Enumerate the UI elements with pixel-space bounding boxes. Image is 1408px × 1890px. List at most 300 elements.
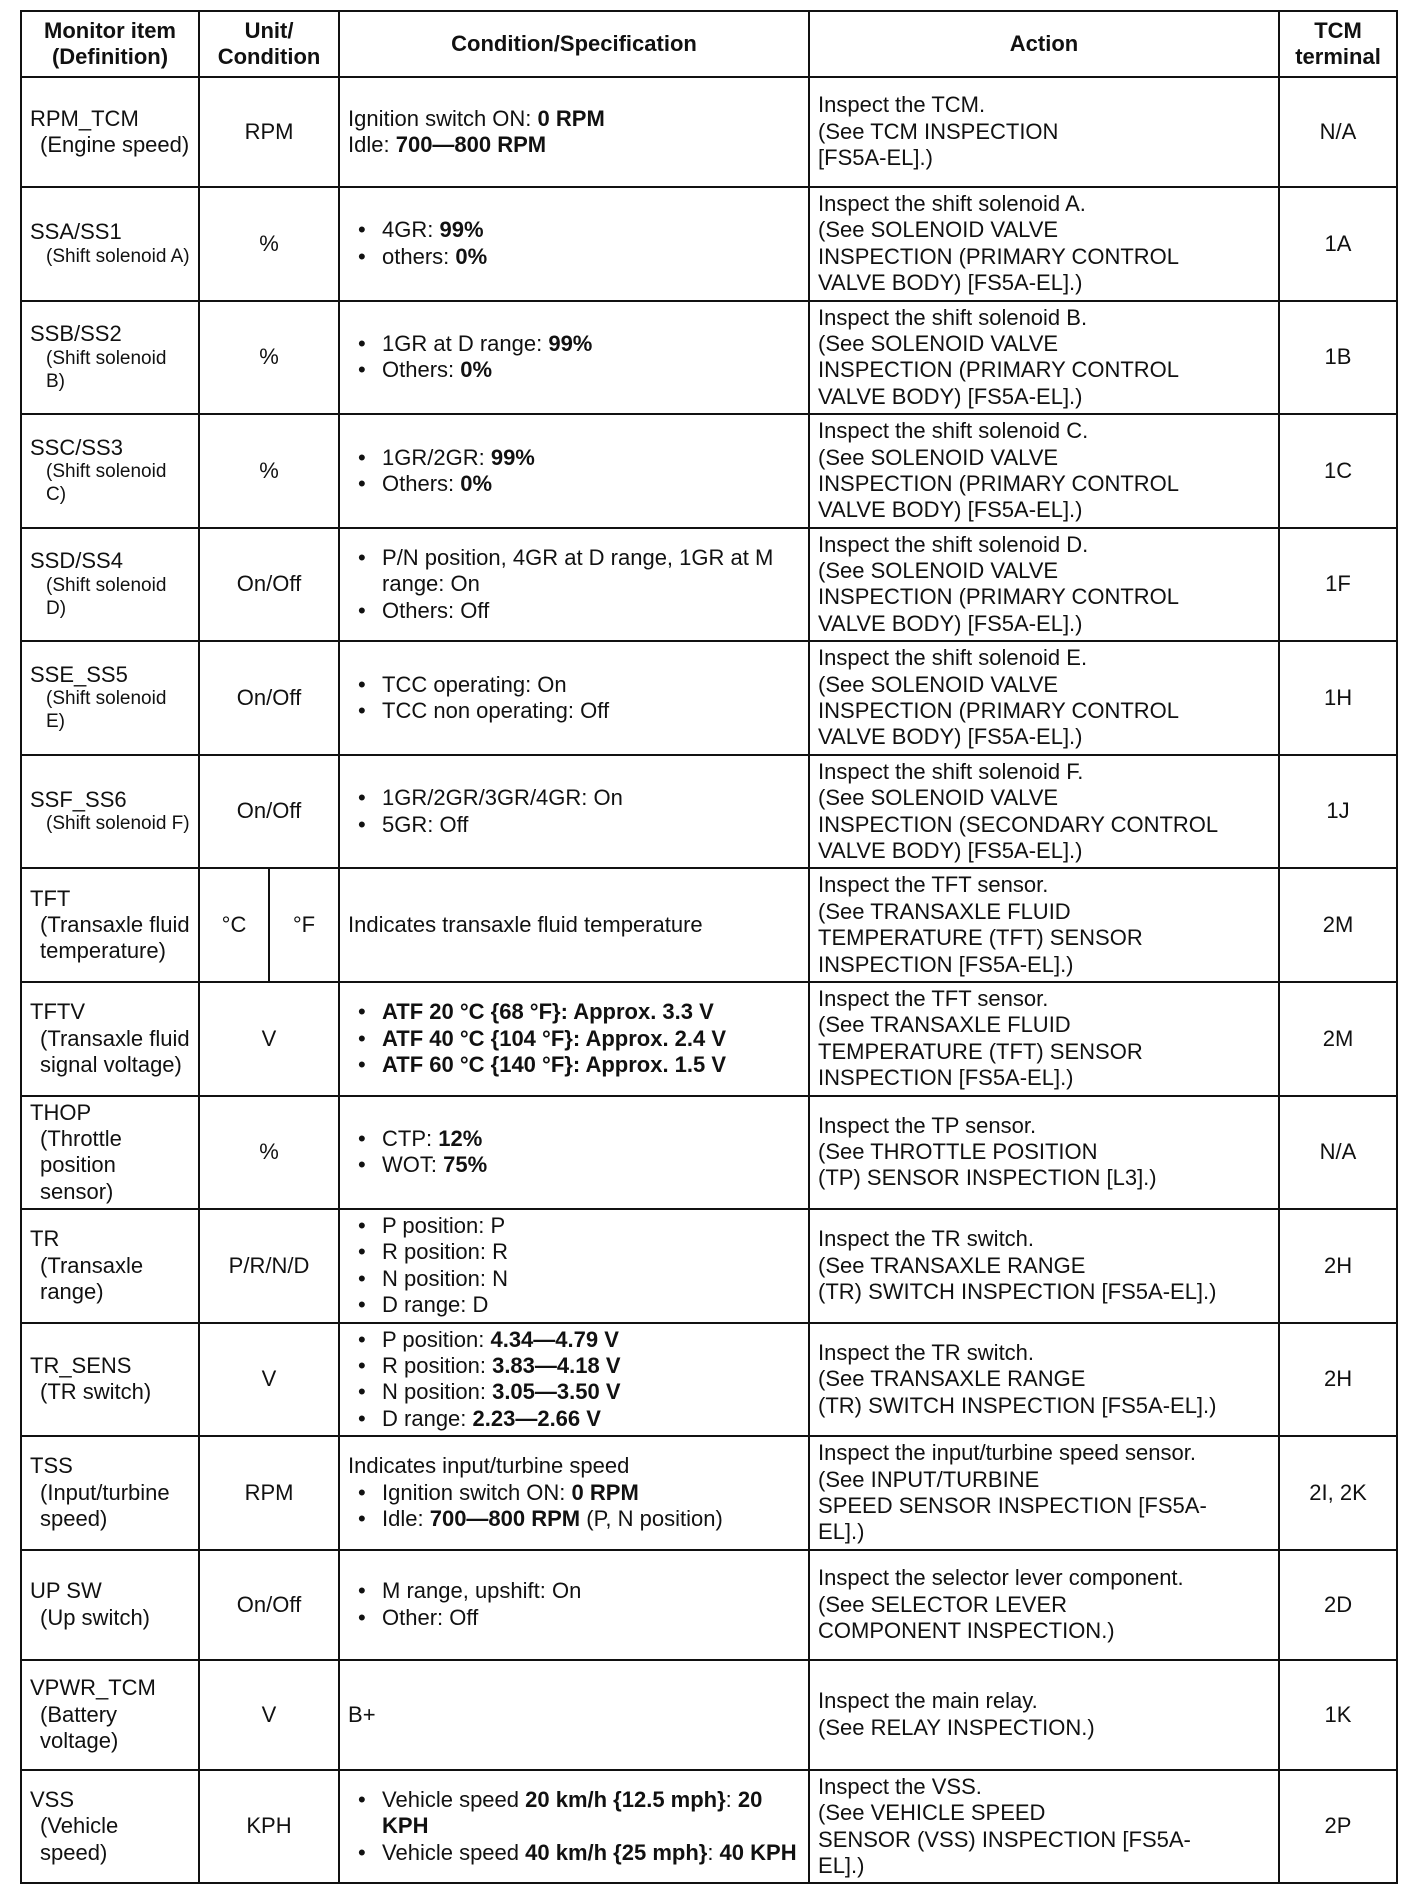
spec-text: N position: [382,1379,493,1405]
spec-text: 1GR/2GR/3GR/4GR: On [382,785,623,811]
spec-text: Indicates input/turbine speed [348,1453,630,1479]
action-line: (See SOLENOID VALVE [818,217,1059,243]
action-line: INSPECTION (PRIMARY CONTROL [818,357,1180,383]
spec-value: 75% [443,1152,488,1178]
spec-bullet-item [348,1787,800,1840]
spec-bullet-list [348,445,800,498]
spec-text: P position: P [382,1213,506,1239]
action-line: (See RELAY INSPECTION.) [818,1714,1095,1740]
action-line: (See SELECTOR LEVER [818,1591,1068,1617]
spec-bullet-item [348,1353,800,1379]
action-cell [809,1209,1279,1323]
unit-condition-cell: On/Off [199,1550,339,1660]
monitor-item-definition: (Shift solenoid A) [46,245,190,267]
spec-text: Others: Off [382,597,490,623]
spec-text: TCC non operating: Off [382,698,610,724]
action-line: INSPECTION (SECONDARY CONTROL [818,811,1219,837]
specification-cell [339,1660,809,1770]
spec-value: 20 KPH [382,1786,763,1839]
spec-text: Vehicle speed [382,1839,526,1865]
table-row [21,755,1397,869]
tcm-terminal-cell: 1A [1279,187,1397,301]
monitor-item-cell [21,1323,199,1437]
monitor-item-definition: (Battery voltage) [40,1701,119,1753]
action-cell [809,1436,1279,1550]
spec-line [348,1453,800,1479]
monitor-item-cell [21,1660,199,1770]
spec-text: M range, upshift: On [382,1578,582,1604]
action-line: INSPECTION [FS5A-EL].) [818,951,1074,977]
spec-value: 99% [439,217,484,243]
spec-line [348,1702,800,1728]
action-cell [809,187,1279,301]
spec-value: 0% [460,470,493,496]
spec-value: 2.23—2.66 V [472,1405,601,1431]
table-row [21,77,1397,187]
table-row [21,1209,1397,1323]
spec-bullet-list [348,1126,800,1179]
spec-value: 0% [455,243,488,269]
spec-bullet-list [348,1578,800,1631]
spec-text: : [725,1786,738,1812]
specification-cell [339,528,809,642]
action-cell [809,1323,1279,1437]
table-row [21,1436,1397,1550]
unit-condition-cell: V [199,1323,339,1437]
monitor-item-definition: (Shift solenoid C) [46,461,167,506]
action-line: Inspect the shift solenoid C. [818,418,1089,444]
action-line: Inspect the input/turbine speed sensor. [818,1440,1196,1466]
spec-text: 1GR at D range: [382,330,549,356]
tcm-terminal-cell: 1F [1279,528,1397,642]
spec-text: Idle: [382,1506,430,1532]
spec-value: 0 RPM [537,105,605,131]
action-cell [809,1770,1279,1884]
spec-text: R position: [382,1353,493,1379]
unit-condition-cell: % [199,414,339,528]
action-line: VALVE BODY) [FS5A-EL].) [818,497,1083,523]
spec-bullet-item [348,672,800,698]
spec-text: Other: Off [382,1604,479,1630]
spec-line [348,912,800,938]
action-cell [809,1550,1279,1660]
monitor-item-definition: (Shift solenoid F) [46,813,190,835]
action-cell [809,77,1279,187]
spec-bullet-item [348,1379,800,1405]
tcm-terminal-cell: 1B [1279,301,1397,415]
header-tcm-terminal: TCM terminal [1279,11,1397,77]
spec-value: 99% [548,330,593,356]
unit-fahrenheit-cell: °F [269,868,339,982]
monitor-item-cell [21,1550,199,1660]
action-cell [809,301,1279,415]
spec-bullet-list [348,785,800,838]
spec-bullet-item [348,1292,800,1318]
spec-value: 99% [490,444,535,470]
table-row [21,528,1397,642]
specification-cell [339,187,809,301]
spec-value: 0 RPM [571,1479,639,1505]
action-line: [FS5A-EL].) [818,145,933,171]
spec-bullet-item [348,999,800,1025]
monitor-item-cell [21,77,199,187]
unit-condition-cell: RPM [199,77,339,187]
spec-value: ATF 60 °C {140 °F}: Approx. 1.5 V [382,1051,727,1077]
action-line: (See TRANSAXLE FLUID [818,1012,1071,1038]
monitor-item-definition: (Shift solenoid E) [46,688,167,733]
specification-cell [339,1436,809,1550]
action-line: Inspect the VSS. [818,1773,982,1799]
spec-text: P position: [382,1326,491,1352]
action-line: (See TRANSAXLE RANGE [818,1366,1086,1392]
tcm-terminal-cell: 1J [1279,755,1397,869]
action-line: Inspect the TR switch. [818,1226,1035,1252]
spec-bullet-item [348,1266,800,1292]
spec-text: 4GR: [382,217,440,243]
action-line: INSPECTION (PRIMARY CONTROL [818,243,1180,269]
action-line: (See TRANSAXLE FLUID [818,898,1071,924]
monitor-item-cell [21,528,199,642]
monitor-item-name: UP SW [30,1578,102,1604]
action-line: INSPECTION (PRIMARY CONTROL [818,584,1180,610]
specification-cell [339,1096,809,1210]
specification-cell [339,77,809,187]
tcm-terminal-cell: 2D [1279,1550,1397,1660]
table-row [21,641,1397,755]
action-line: (See VEHICLE SPEED [818,1800,1046,1826]
monitor-item-definition: (Throttle position sensor) [40,1125,122,1204]
monitor-item-definition: (Engine speed) [40,132,190,157]
tcm-terminal-cell: 1H [1279,641,1397,755]
table-row [21,1770,1397,1884]
monitor-item-name: TR [30,1226,60,1252]
action-cell [809,755,1279,869]
action-line: VALVE BODY) [FS5A-EL].) [818,837,1083,863]
spec-text: (P, N position) [580,1506,723,1532]
action-line: Inspect the shift solenoid D. [818,531,1089,557]
header-unit-condition: Unit/ Condition [199,11,339,77]
spec-bullet-item [348,244,800,270]
monitor-item-name: TFTV [30,999,85,1025]
monitor-item-name: SSA/SS1 [30,219,122,245]
unit-condition-cell: On/Off [199,528,339,642]
spec-bullet-item [348,785,800,811]
spec-bullet-item [348,471,800,497]
unit-condition-cell: P/R/N/D [199,1209,339,1323]
spec-text: others: [382,243,456,269]
unit-condition-cell: V [199,1660,339,1770]
action-line: (TR) SWITCH INSPECTION [FS5A-EL].) [818,1279,1217,1305]
specification-cell [339,1770,809,1884]
action-line: INSPECTION (PRIMARY CONTROL [818,470,1180,496]
monitor-item-cell [21,1209,199,1323]
spec-bullet-item [348,1480,800,1506]
action-cell [809,414,1279,528]
action-line: Inspect the selector lever component. [818,1565,1184,1591]
unit-condition-cell: V [199,982,339,1096]
action-line: Inspect the TR switch. [818,1339,1035,1365]
tcm-terminal-cell: N/A [1279,77,1397,187]
spec-bullet-item [348,1506,800,1532]
spec-text: R position: R [382,1239,508,1265]
spec-bullet-list [348,331,800,384]
header-monitor-item: Monitor item (Definition) [21,11,199,77]
spec-bullet-item [348,1052,800,1078]
specification-cell [339,1323,809,1437]
monitor-item-name: TR_SENS [30,1353,132,1379]
monitor-item-cell [21,301,199,415]
table-row [21,1660,1397,1770]
monitor-item-table [20,10,1398,1884]
action-line: (See SOLENOID VALVE [818,330,1059,356]
action-line: EL].) [818,1519,865,1545]
spec-text: D range: [382,1405,473,1431]
spec-bullet-list [348,672,800,725]
action-line: (See SOLENOID VALVE [818,558,1059,584]
spec-bullet-item [348,445,800,471]
action-line: (TP) SENSOR INSPECTION [L3].) [818,1165,1157,1191]
action-line: (See SOLENOID VALVE [818,671,1059,697]
spec-value: 3.05—3.50 V [492,1379,621,1405]
spec-text: : [707,1839,720,1865]
action-cell [809,868,1279,982]
spec-text: TCC operating: On [382,671,567,697]
table-row [21,1323,1397,1437]
tcm-terminal-cell: 1C [1279,414,1397,528]
spec-bullet-item [348,1239,800,1265]
table-header [21,11,1397,77]
monitor-item-cell [21,1770,199,1884]
spec-bullet-item [348,698,800,724]
specification-cell [339,1550,809,1660]
action-cell [809,641,1279,755]
action-line: Inspect the shift solenoid B. [818,304,1088,330]
action-line: COMPONENT INSPECTION.) [818,1617,1115,1643]
action-cell [809,528,1279,642]
specification-cell [339,301,809,415]
spec-bullet-list [348,545,800,624]
action-line: Inspect the TP sensor. [818,1112,1037,1138]
spec-bullet-item [348,598,800,624]
monitor-item-name: SSB/SS2 [30,321,122,347]
monitor-item-name: SSF_SS6 [30,787,127,812]
specification-cell [339,868,809,982]
action-line: Inspect the TFT sensor. [818,985,1049,1011]
spec-bullet-item [348,1605,800,1631]
monitor-item-cell [21,755,199,869]
spec-text: P/N position, 4GR at D range, 1GR at M range: On [382,544,774,597]
spec-value: 0% [460,357,493,383]
spec-value: ATF 40 °C {104 °F}: Approx. 2.4 V [382,1025,727,1051]
monitor-item-name: VSS [30,1786,75,1812]
header-condition-specification: Condition/Specification [339,11,809,77]
monitor-item-definition: (Transaxle fluid signal voltage) [40,1025,190,1077]
monitor-item-definition: (TR switch) [40,1379,152,1405]
specification-cell [339,1209,809,1323]
spec-value: 40 km/h {25 mph} [525,1839,708,1865]
action-line: (See SOLENOID VALVE [818,785,1059,811]
spec-bullet-item [348,331,800,357]
monitor-item-name: VPWR_TCM [30,1675,156,1701]
spec-value: 700—800 RPM [395,132,547,157]
monitor-item-definition: (Up switch) [40,1604,151,1630]
table-row [21,982,1397,1096]
monitor-item-name: TFT [30,885,71,911]
monitor-item-definition: (Vehicle speed) [40,1813,119,1865]
monitor-item-cell [21,187,199,301]
action-line: INSPECTION (PRIMARY CONTROL [818,698,1180,724]
spec-bullet-list [348,1213,800,1319]
spec-line [348,106,800,132]
spec-bullet-item [348,1126,800,1152]
monitor-item-cell [21,414,199,528]
table-row [21,868,1397,982]
tcm-terminal-cell: 2H [1279,1209,1397,1323]
monitor-item-cell [21,982,199,1096]
tcm-terminal-cell: 2I, 2K [1279,1436,1397,1550]
action-line: (See TCM INSPECTION [818,118,1059,144]
action-line: (See INPUT/TURBINE [818,1466,1040,1492]
monitor-item-definition: (Shift solenoid D) [46,574,167,619]
spec-value: 12% [438,1125,483,1151]
unit-condition-cell: On/Off [199,755,339,869]
table-row [21,1550,1397,1660]
spec-text: Others: [382,470,461,496]
action-line: Inspect the shift solenoid F. [818,758,1084,784]
action-line: INSPECTION [FS5A-EL].) [818,1065,1074,1091]
monitor-item-cell [21,1096,199,1210]
spec-line [348,132,800,158]
monitor-item-name: SSC/SS3 [30,434,123,460]
tcm-terminal-cell: 2M [1279,982,1397,1096]
spec-text: Idle: [348,132,396,157]
tcm-terminal-cell: 2P [1279,1770,1397,1884]
action-line: (See TRANSAXLE RANGE [818,1252,1086,1278]
monitor-item-name: SSE_SS5 [30,662,128,688]
action-line: Inspect the shift solenoid A. [818,191,1086,216]
unit-condition-cell: % [199,187,339,301]
spec-text: Ignition switch ON: [348,105,538,131]
table-body [21,77,1397,1883]
table-row [21,301,1397,415]
spec-value: ATF 20 °C {68 °F}: Approx. 3.3 V [382,999,714,1025]
spec-bullet-item [348,812,800,838]
action-cell [809,1096,1279,1210]
action-cell [809,1660,1279,1770]
header-action: Action [809,11,1279,77]
spec-text: Vehicle speed [382,1786,526,1812]
spec-text: Indicates transaxle fluid temperature [348,911,703,937]
spec-text: Ignition switch ON: [382,1479,572,1505]
unit-celsius-cell: °C [199,868,269,982]
action-line: Inspect the TFT sensor. [818,872,1049,898]
action-line: SENSOR (VSS) INSPECTION [FS5A- [818,1826,1191,1852]
spec-bullet-item [348,1213,800,1239]
action-line: (See THROTTLE POSITION [818,1139,1098,1165]
tcm-terminal-cell: N/A [1279,1096,1397,1210]
spec-text: Others: [382,357,461,383]
spec-bullet-item [348,1152,800,1178]
tcm-terminal-cell: 2H [1279,1323,1397,1437]
unit-condition-cell: KPH [199,1770,339,1884]
spec-bullet-item [348,1578,800,1604]
monitor-item-name: THOP [30,1099,92,1125]
spec-bullet-list [348,217,800,270]
unit-condition-cell: RPM [199,1436,339,1550]
action-line: EL].) [818,1852,865,1878]
spec-value: 700—800 RPM [429,1506,581,1532]
table-row [21,187,1397,301]
action-line: VALVE BODY) [FS5A-EL].) [818,610,1083,636]
unit-condition-cell: % [199,1096,339,1210]
tcm-terminal-cell: 1K [1279,1660,1397,1770]
table-row [21,1096,1397,1210]
action-line: VALVE BODY) [FS5A-EL].) [818,724,1083,750]
spec-bullet-item [348,1840,800,1866]
spec-text: B+ [348,1701,376,1727]
action-line: Inspect the main relay. [818,1688,1038,1714]
specification-cell [339,641,809,755]
spec-bullet-list [348,999,800,1078]
spec-value: 4.34—4.79 V [490,1326,619,1352]
action-cell [809,982,1279,1096]
action-line: VALVE BODY) [FS5A-EL].) [818,270,1083,296]
spec-bullet-list [348,1480,800,1533]
action-line: VALVE BODY) [FS5A-EL].) [818,383,1083,409]
spec-value: 40 KPH [719,1839,797,1865]
spec-text: CTP: [382,1125,439,1151]
spec-value: 20 km/h {12.5 mph} [525,1786,726,1812]
spec-text: 5GR: Off [382,811,469,837]
monitor-item-definition: (Transaxle range) [40,1252,144,1305]
action-line: TEMPERATURE (TFT) SENSOR [818,1038,1143,1064]
action-line: (TR) SWITCH INSPECTION [FS5A-EL].) [818,1392,1217,1418]
action-line: Inspect the shift solenoid E. [818,645,1088,671]
spec-text: N position: N [382,1265,508,1291]
specification-cell [339,755,809,869]
spec-text: 1GR/2GR: [382,444,491,470]
monitor-item-cell [21,641,199,755]
specification-cell [339,414,809,528]
spec-bullet-item [348,1406,800,1432]
spec-bullet-list [348,1327,800,1433]
spec-bullet-item [348,357,800,383]
monitor-item-definition: (Shift solenoid B) [46,347,167,392]
spec-value: 3.83—4.18 V [492,1353,621,1379]
unit-condition-cell: On/Off [199,641,339,755]
spec-bullet-item [348,545,800,598]
action-line: (See SOLENOID VALVE [818,444,1059,470]
monitor-item-name: RPM_TCM [30,105,139,131]
action-line: TEMPERATURE (TFT) SENSOR [818,925,1143,951]
monitor-item-cell [21,868,199,982]
action-line: Inspect the TCM. [818,92,986,118]
spec-bullet-item [348,1327,800,1353]
action-line: SPEED SENSOR INSPECTION [FS5A- [818,1492,1207,1518]
tcm-terminal-cell: 2M [1279,868,1397,982]
monitor-item-definition: (Transaxle fluid temperature) [40,911,190,964]
spec-text: D range: D [382,1292,489,1318]
specification-cell [339,982,809,1096]
table-row [21,414,1397,528]
monitor-item-cell [21,1436,199,1550]
spec-bullet-list [348,1787,800,1866]
spec-bullet-item [348,1026,800,1052]
unit-condition-cell: % [199,301,339,415]
monitor-item-name: TSS [30,1453,73,1479]
monitor-item-name: SSD/SS4 [30,548,123,574]
monitor-item-definition: (Input/turbine speed) [40,1479,170,1532]
